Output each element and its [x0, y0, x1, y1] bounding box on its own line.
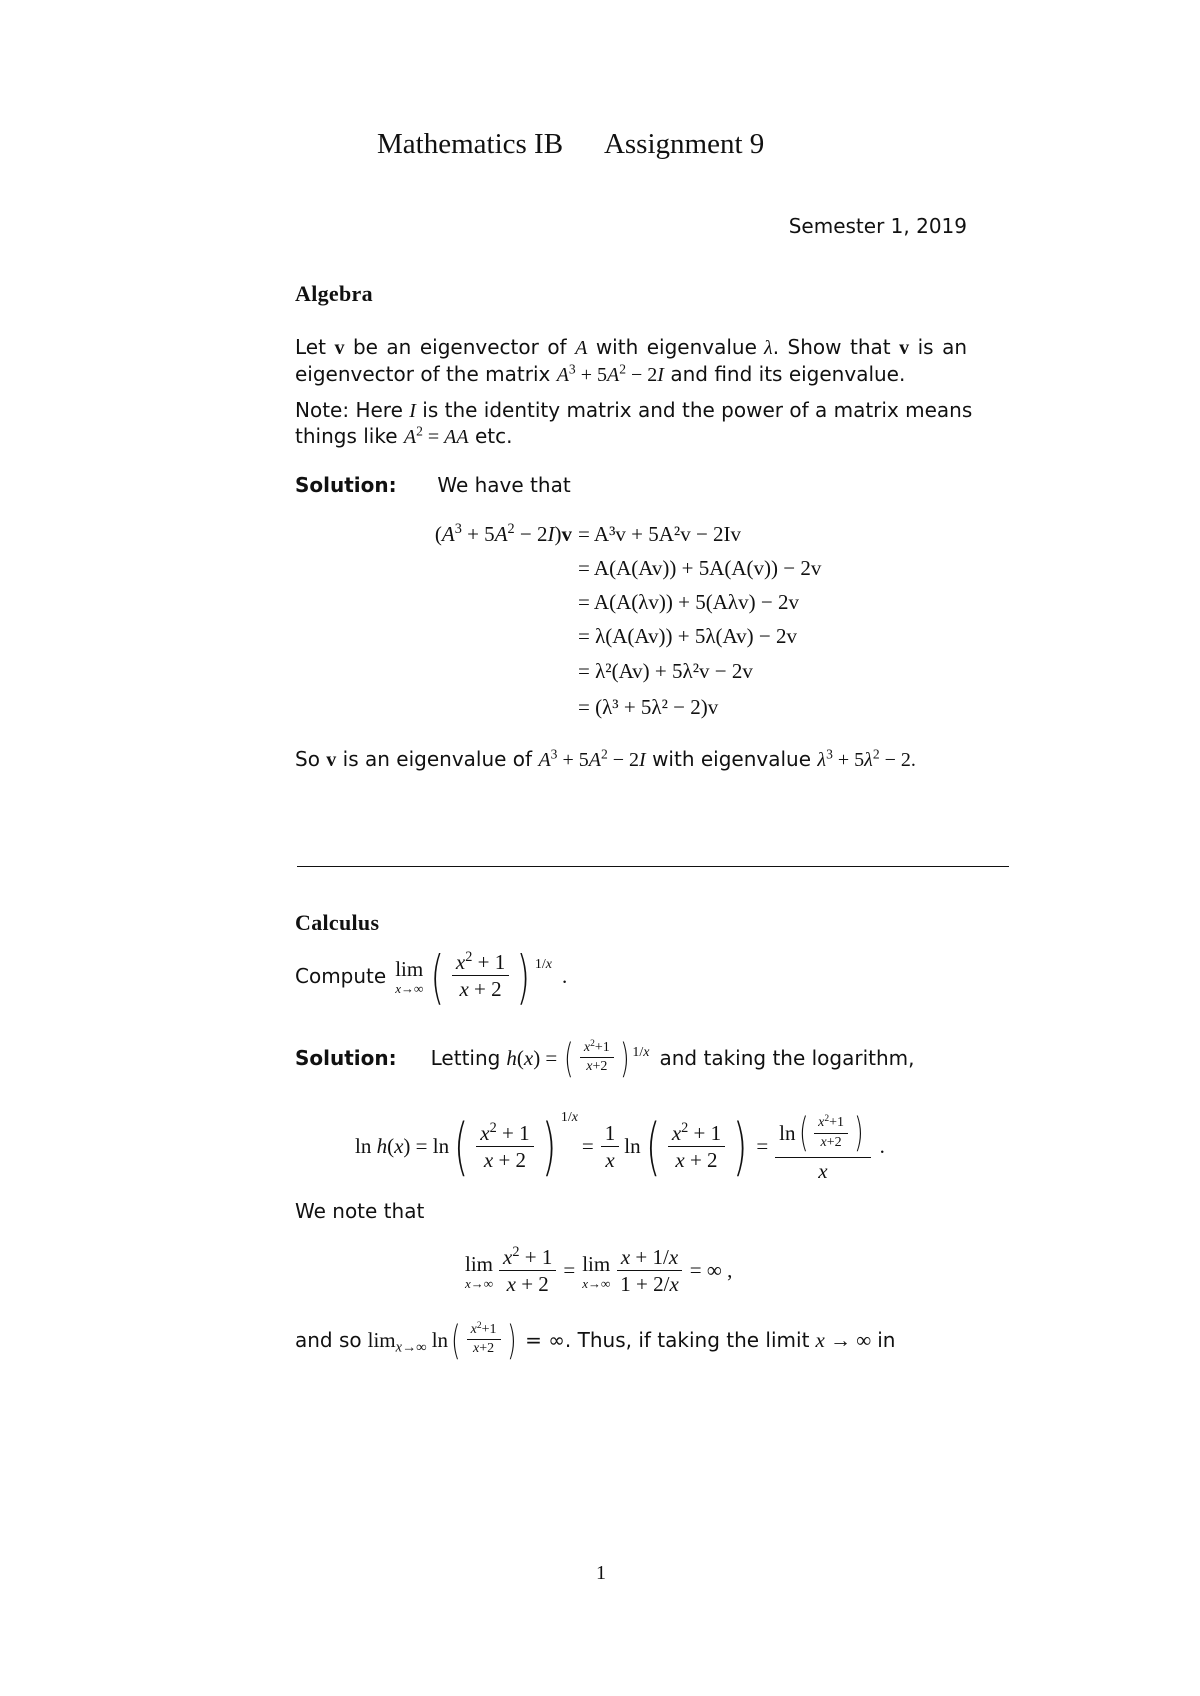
algebra-equation-line: = A³v + 5A²v − 2Iv [578, 522, 742, 546]
algebra-note-line-1: Note: Here I is the identity matrix and the power of a matrix means [295, 398, 973, 422]
calculus-heading: Calculus [295, 910, 380, 935]
calculus-note-line: We note that [295, 1199, 425, 1223]
page-title [377, 128, 764, 161]
section-divider [297, 866, 1009, 867]
calculus-final-line: and so $\lim_{x\to\infty} \ln$ ( $\frac{x^2+1}{x+2}$ ) = ∞. Thus, if taking the limit x → ∞ in [295, 1317, 896, 1364]
algebra-problem-line-1: Let v be an eigenvector of A with eigenvalue λ. Show that v is an [295, 335, 968, 359]
title-subject: Mathematics IB [377, 128, 564, 160]
calculus-solution-line: Solution: Letting h(x) = ( $\frac{x^2+1}{x+2}$ ) 1/x and taking the logarithm, [295, 1035, 915, 1082]
semester-label: Semester 1, 2019 [788, 214, 967, 238]
calculus-limit-equation: lim x→∞ $\frac{x^2 + 1}{x + 2}$ = lim x→∞ $\frac{x + 1/x}{1 + 2/x}$ = ∞ , [465, 1244, 733, 1297]
algebra-equation-line: = λ(A(Av)) + 5λ(Av) − 2v [578, 624, 797, 648]
page-number: 1 [596, 1562, 606, 1584]
algebra-equation-lhs: $(A^3 + 5A^2 - 2I)v$ [434, 521, 572, 546]
algebra-solution-label: Solution: [295, 473, 397, 497]
algebra-equation-line: = A(A(Av)) + 5A(A(v)) − 2v [578, 556, 822, 580]
algebra-equation-line: = λ²(Av) + 5λ²v − 2v [578, 659, 753, 683]
calculus-solution-label: Solution: [295, 1045, 397, 1070]
algebra-heading: Algebra [295, 281, 373, 306]
calculus-log-equation: ln h(x) = ln ( $\frac{x^2 + 1}{x + 2}$ ) 1/x = $\frac{1}{x}$ ln ( $\frac{x^2 + 1}{x + 2}$ ) = ln ( $\frac{x^2+1}{x+2}$ ) x . [355, 1110, 885, 1184]
algebra-conclusion: So v is an eigenvalue of $A^3 + 5A^2 - 2I$ with eigenvalue $\lambda^3 + 5\lambda^2 - 2$. [295, 746, 916, 771]
algebra-solution-line: Solution: We have that [295, 473, 571, 497]
algebra-problem-line-2: eigenvector of the matrix $A^3 + 5A^2 - 2I$ and find its eigenvalue. [295, 361, 906, 386]
algebra-equation-line: = A(A(λv)) + 5(Aλv) − 2v [578, 590, 799, 614]
algebra-note-line-2: things like $A^2$ = AA etc. [295, 423, 513, 448]
title-assignment: Assignment 9 [603, 128, 765, 160]
calculus-problem: Compute lim x→∞ ( $\frac{x^2 + 1}{x + 2}$ ) 1/x . [295, 942, 568, 1011]
algebra-equation-line: = (λ³ + 5λ² − 2)v [578, 695, 719, 719]
